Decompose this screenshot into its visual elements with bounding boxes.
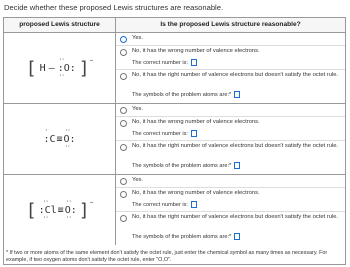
correct-number-row: The correct number is: [132,130,197,137]
table-row [4,104,345,175]
charge-label: − [89,198,94,206]
radio-button[interactable] [120,36,127,43]
option-wrong-count[interactable]: No, it has the wrong number of valence electrons. [120,48,260,56]
problem-atoms-input[interactable] [234,91,240,98]
option-yes[interactable]: Yes. [120,35,143,43]
option-right-count[interactable]: No, it has the right number of valence electrons but doesn't satisfy the octet rule. [120,72,338,80]
answer-cell [116,175,345,245]
option-yes[interactable]: Yes. [120,177,143,185]
answer-cell [116,33,345,103]
problem-atoms-row: The symbols of the problem atoms are:* [132,91,240,98]
radio-button[interactable] [120,215,127,222]
correct-number-input[interactable] [191,201,197,208]
table-row [4,175,345,245]
option-wrong-count[interactable]: No, it has the wrong number of valence electrons. [120,190,260,198]
header-right: Is the proposed Lewis structure reasonable? [160,21,301,28]
radio-button[interactable] [120,120,127,127]
lewis-structure-1: [ H — ·· :O: ·· ] − [25,55,94,79]
lewis-structure-cell [4,104,116,174]
option-right-count[interactable]: No, it has the right number of valence electrons but doesn't satisfy the octet rule. [120,214,338,222]
lewis-structure-cell [4,175,116,245]
prompt-text: Decide whether these proposed Lewis structures are reasonable. [4,3,224,12]
radio-button[interactable] [120,107,127,114]
option-wrong-count[interactable]: No, it has the wrong number of valence electrons. [120,119,260,127]
radio-button[interactable] [120,49,127,56]
problem-atoms-input[interactable] [234,162,240,169]
radio-button[interactable] [120,191,127,198]
radio-button[interactable] [120,178,127,185]
correct-number-row: The correct number is: [132,59,197,66]
problem-atoms-input[interactable] [234,233,240,240]
option-right-count[interactable]: No, it has the right number of valence electrons but doesn't satisfy the octet rule. [120,143,338,151]
correct-number-input[interactable] [191,59,197,66]
table-header [4,18,345,33]
problem-atoms-row: The symbols of the problem atoms are:* [132,233,240,240]
lewis-structure-3: [ ·· :Cl ·· ≡ ·· O: ·· ] − [25,197,94,221]
charge-label: − [89,56,94,64]
correct-number-row: The correct number is: [132,201,197,208]
lewis-table [3,17,346,265]
lewis-structure-cell [4,33,116,103]
correct-number-input[interactable] [191,130,197,137]
answer-cell [116,104,345,174]
lewis-structure-2: · :C ≡ ·· O: ·· [43,126,76,150]
option-yes[interactable]: Yes. [120,106,143,114]
radio-button[interactable] [120,144,127,151]
header-left: proposed Lewis structure [4,18,116,32]
problem-atoms-row: The symbols of the problem atoms are:* [132,162,240,169]
radio-button[interactable] [120,73,127,80]
footnote: * If two or more atoms of the same element don't satisfy the octet rule, just enter the chemical symbol as many times as necessary. For example, if two oxygen atoms don't satisfy the octet rule, enter "O,O". [6,250,328,263]
table-row [4,33,345,104]
